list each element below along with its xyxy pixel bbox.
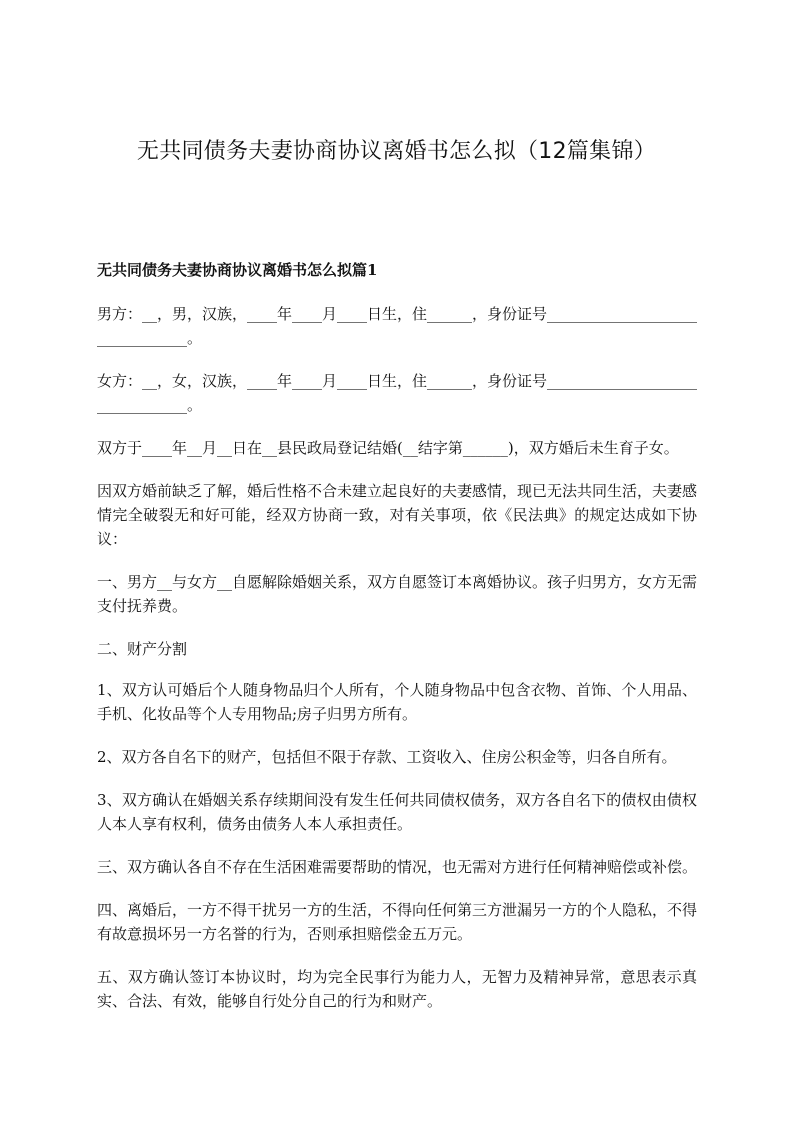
paragraph-property-heading: 二、财产分割 [97, 640, 188, 658]
paragraph-male-party: 男方：__，男，汉族，____年____月____日生，住______，身份证号________________________________。 [97, 305, 698, 347]
document-body [97, 258, 697, 1032]
paragraph-female-party: 女方：__，女，汉族，____年____月____日生，住______，身份证号________________________________。 [97, 372, 698, 414]
paragraph-clause-5: 五、双方确认签订本协议时，均为完全民事行为能力人，无智力及精神异常，意思表示真实、合法、有效，能够自行处分自己的行为和财产。 [97, 968, 697, 1010]
paragraph-clause-1: 一、男方__与女方__自愿解除婚姻关系，双方自愿签订本离婚协议。孩子归男方，女方无需支付抚养费。 [97, 573, 698, 615]
section-heading: 无共同债务夫妻协商协议离婚书怎么拟篇1 [97, 261, 378, 279]
paragraph-clause-3: 三、双方确认各自不存在生活困难需要帮助的情况，也无需对方进行任何精神赔偿或补偿。 [97, 858, 698, 876]
paragraph-property-3: 3、双方确认在婚姻关系存续期间没有发生任何共同债权债务，双方各自名下的债权由债权人本人享有权利，债务由债务人本人承担责任。 [97, 791, 697, 833]
document-title: 无共同债务夫妻协商协议离婚书怎么拟（12篇集锦） [136, 139, 657, 164]
paragraph-clause-4: 四、离婚后，一方不得干扰另一方的生活，不得向任何第三方泄漏另一方的个人隐私，不得有故意损坏另一方名誉的行为，否则承担赔偿金五万元。 [97, 901, 698, 943]
paragraph-marriage-registration: 双方于____年__月__日在__县民政局登记结婚(__结字第______)，双方婚后未生育子女。 [97, 439, 679, 457]
paragraph-property-2: 2、双方各自名下的财产，包括但不限于存款、工资收入、住房公积金等，归各自所有。 [97, 748, 677, 766]
paragraph-reason: 因双方婚前缺乏了解，婚后性格不合未建立起良好的夫妻感情，现已无法共同生活，夫妻感情完全破裂无和好可能，经双方协商一致，对有关事项，依《民法典》的规定达成如下协议： [97, 482, 698, 548]
paragraph-property-1: 1、双方认可婚后个人随身物品归个人所有，个人随身物品中包含衣物、首饰、个人用品、手机、化妆品等个人专用物品;房子归男方所有。 [97, 681, 697, 723]
